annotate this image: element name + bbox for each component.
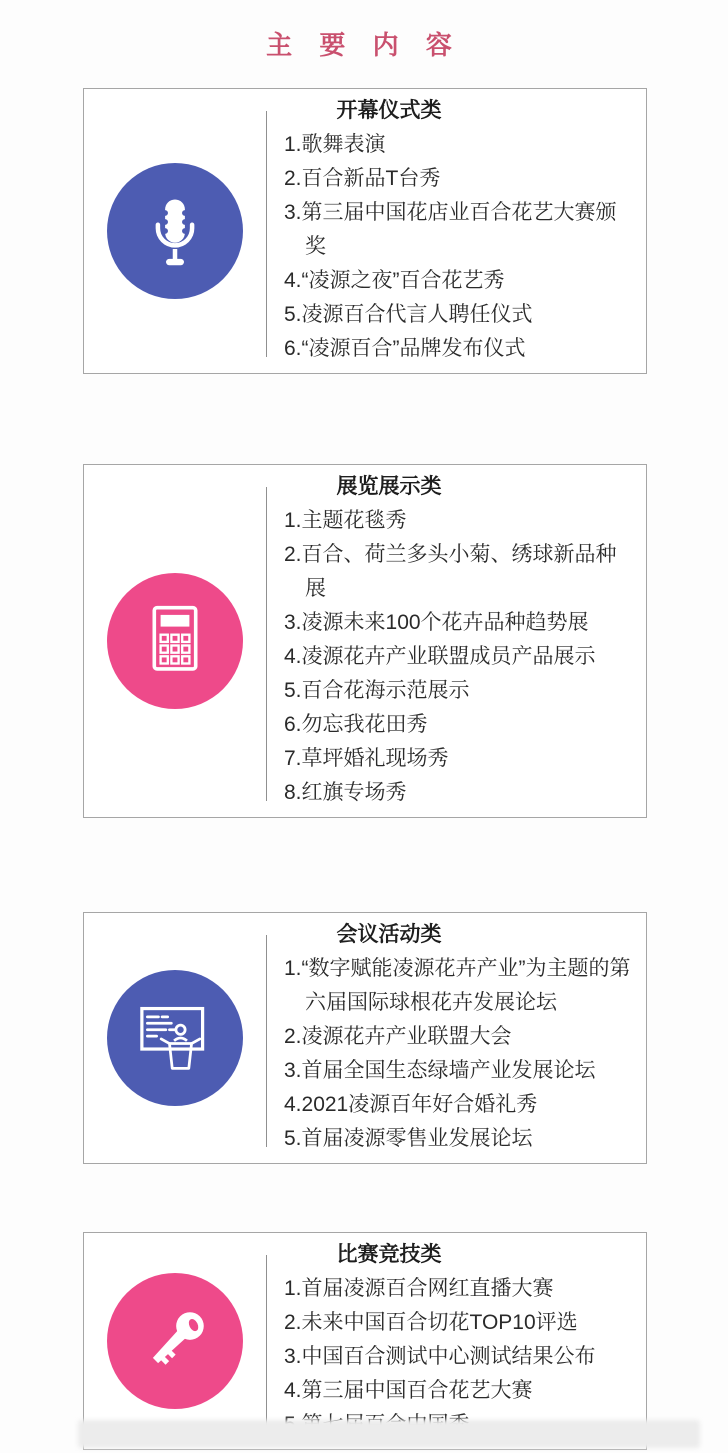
item-list	[284, 504, 636, 810]
list-item: 4.凌源花卉产业联盟成员产品展示	[284, 645, 596, 668]
vertical-divider	[266, 111, 267, 357]
list-item: 4.第三届中国百合花艺大赛	[284, 1379, 533, 1402]
section-card-conference	[83, 912, 647, 1164]
item-list	[284, 952, 636, 1156]
section-icon-column	[84, 89, 266, 373]
calculator-icon	[130, 596, 220, 686]
list-item: 2.凌源花卉产业联盟大会	[284, 1025, 512, 1048]
section-title: 开幕仪式类	[336, 99, 442, 122]
list-item: 2.百合、荷兰多头小菊、绣球新品种展	[284, 543, 617, 600]
icon-circle	[107, 163, 243, 299]
list-item: 5.百合花海示范展示	[284, 679, 470, 702]
item-list	[284, 128, 636, 366]
list-item: 3.凌源未来100个花卉品种趋势展	[284, 611, 589, 634]
icon-circle	[107, 1273, 243, 1409]
list-item: 3.中国百合测试中心测试结果公布	[284, 1345, 596, 1368]
list-item: 3.第三届中国花店业百合花艺大赛颁奖	[284, 201, 617, 258]
section-icon-column	[84, 465, 266, 817]
section-card-exhibition	[83, 464, 647, 818]
list-item: 5.凌源百合代言人聘任仪式	[284, 303, 533, 326]
vertical-divider	[266, 1255, 267, 1433]
key-icon	[129, 1295, 221, 1387]
item-list	[284, 1272, 636, 1442]
list-item: 1.首届凌源百合网红直播大赛	[284, 1277, 554, 1300]
list-item: 3.首届全国生态绿墙产业发展论坛	[284, 1059, 596, 1082]
icon-circle	[107, 970, 243, 1106]
icon-circle	[107, 573, 243, 709]
vertical-divider	[266, 487, 267, 801]
section-title: 会议活动类	[336, 923, 442, 946]
page-title: 主 要 内 容	[266, 30, 462, 60]
presentation-icon	[129, 992, 221, 1084]
list-item: 6.勿忘我花田秀	[284, 713, 428, 736]
list-item: 2.未来中国百合切花TOP10评选	[284, 1311, 578, 1334]
bottom-shadow-band	[78, 1420, 700, 1448]
list-item: 6.“凌源百合”品牌发布仪式	[284, 337, 526, 360]
section-card-opening-ceremony	[83, 88, 647, 374]
microphone-icon	[130, 186, 220, 276]
list-item: 1.歌舞表演	[284, 133, 386, 156]
list-item: 1.主题花毯秀	[284, 509, 407, 532]
vertical-divider	[266, 935, 267, 1147]
list-item: 4.2021凌源百年好合婚礼秀	[284, 1093, 538, 1116]
section-card-competition	[83, 1232, 647, 1450]
list-item: 5.首届凌源零售业发展论坛	[284, 1127, 533, 1150]
list-item: 4.“凌源之夜”百合花艺秀	[284, 269, 505, 292]
list-item: 7.草坪婚礼现场秀	[284, 747, 449, 770]
list-item: 8.红旗专场秀	[284, 781, 407, 804]
list-item: 2.百合新品T台秀	[284, 167, 441, 190]
section-title: 比赛竞技类	[336, 1243, 442, 1266]
list-item: 1.“数字赋能凌源花卉产业”为主题的第六届国际球根花卉发展论坛	[284, 957, 631, 1014]
section-title: 展览展示类	[336, 475, 442, 498]
